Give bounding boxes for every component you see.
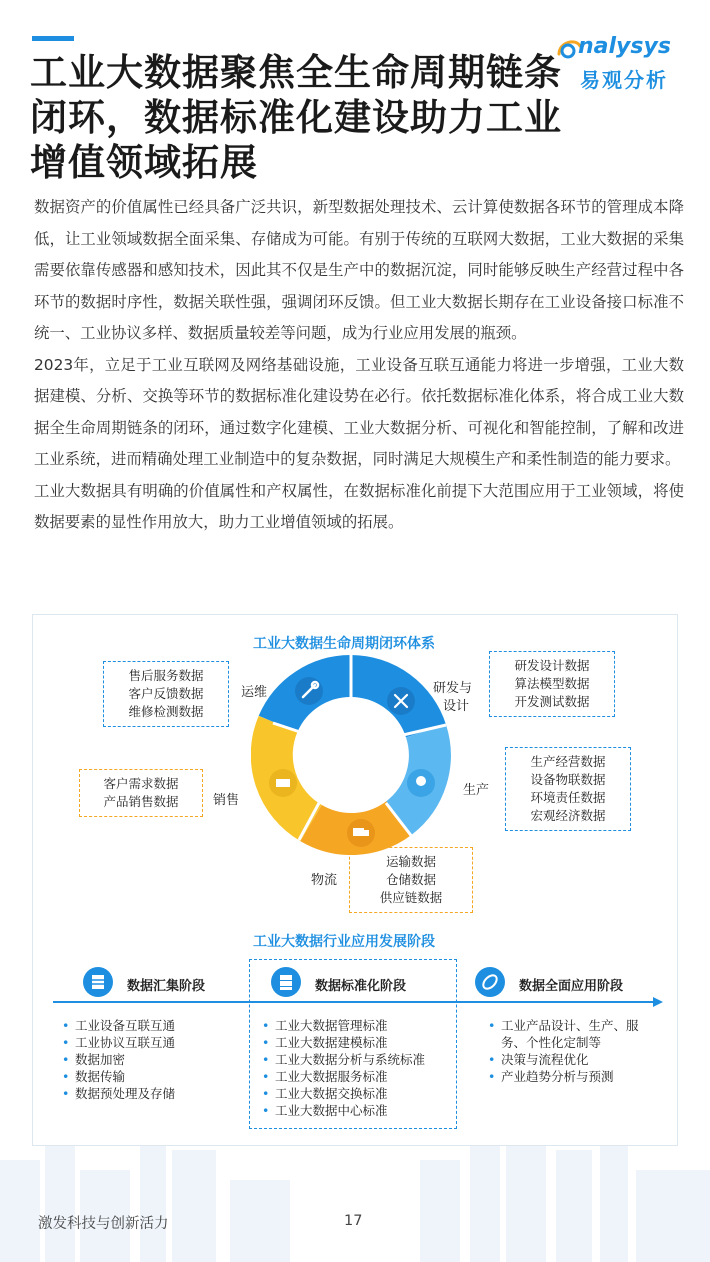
list-item: • 工业产品设计、生产、服务、个性化定制等 [485,1017,655,1051]
prod-item: 宏观经济数据 [530,808,606,823]
prod-item: 设备物联数据 [530,772,606,787]
paragraph-1: 数据资产的价值属性已经具备广泛共识，新型数据处理技术、云计算使数据各环节的管理成本降低，让工业领域数据全面采集、存储成为可能。有别于传统的互联网大数据，工业大数据的采集需要依靠传感器和感知技术，因此其不仅是生产中的数据沉淀，同时能够反映生产经营过程中各环节的数据时序性，数据关联性强，强调闭环反馈。但工业大数据长期存在工业设备接口标准不统一、工业协议多样、数据质量较差等问题，成为行业应用发展的瓶颈。 [34,198,684,342]
body-text [34,192,684,539]
logistics-item: 运输数据 [385,854,436,869]
page-title: 工业大数据聚焦全生命周期链条闭环，数据标准化建设助力工业增值领域拓展 [30,51,562,184]
phase-2-list [259,1017,425,1119]
phase-name-3: 数据全面应用阶段 [519,979,624,994]
design-tools-icon [387,687,415,715]
prod-item: 生产经营数据 [530,754,606,769]
rnd-item: 算法模型数据 [514,676,590,691]
prod-item: 环境责任数据 [530,790,606,805]
link-icon [475,967,505,997]
analysys-logo [558,34,688,94]
ops-item: 客户反馈数据 [128,686,204,701]
stage-label-sales: 销售 [213,793,240,808]
logistics-item: 仓储数据 [385,872,436,887]
list-item: • 工业大数据交换标准 [259,1085,425,1102]
paragraph-2: 2023年，立足于工业互联网及网络基础设施，工业设备互联互通能力将进一步增强，工业大数据建模、分析、交换等环节的数据标准化建设势在必行。依托数据标准化体系，将合成工业大数据全生命周期链条的闭环，通过数字化建模、工业大数据分析、可视化和智能控制，了解和改进工业系统，进而精确处理工业制造中的复杂数据，同时满足大规模生产和柔性制造的能力要求。 [34,355,684,468]
list-item: • 产业趋势分析与预测 [485,1068,655,1085]
stage-label-rnd-1: 研发与 [433,681,473,696]
prod-data-box [505,747,631,831]
rnd-data-box [489,651,615,717]
phase-1-list [59,1017,175,1102]
rnd-item: 研发设计数据 [514,658,590,673]
sales-item: 客户需求数据 [103,776,179,791]
server-icon [271,967,301,997]
truck-icon [347,819,375,847]
wrench-icon [295,677,323,705]
page-number: 17 [344,1213,363,1229]
list-item: • 工业大数据建模标准 [259,1034,425,1051]
list-item: • 工业大数据管理标准 [259,1017,425,1034]
list-item: • 数据预处理及存储 [59,1085,175,1102]
list-item: • 工业大数据中心标准 [259,1102,425,1119]
phase-title: 工业大数据行业应用发展阶段 [253,934,435,950]
list-item: • 工业大数据服务标准 [259,1068,425,1085]
location-icon [407,769,435,797]
ops-item: 维修检测数据 [128,704,204,719]
cycle-title: 工业大数据生命周期闭环体系 [253,636,435,652]
list-item: • 工业协议互联互通 [59,1034,175,1051]
logistics-data-box [349,847,473,913]
list-item: • 数据传输 [59,1068,175,1085]
title-accent-bar [32,36,74,41]
cart-icon [269,769,297,797]
sales-data-box [79,769,203,817]
database-icon [83,967,113,997]
list-item: • 决策与流程优化 [485,1051,655,1068]
paragraph-3: 工业大数据具有明确的价值属性和产权属性，在数据标准化前提下大范围应用于工业领域，将使数据要素的显性作用放大，助力工业增值领域的拓展。 [34,481,684,531]
list-item: • 工业设备互联互通 [59,1017,175,1034]
list-item: • 工业大数据分析与系统标准 [259,1051,425,1068]
rnd-item: 开发测试数据 [514,694,590,709]
phase-3-list [485,1017,655,1085]
sales-item: 产品销售数据 [103,794,179,809]
phase-name-2: 数据标准化阶段 [315,979,407,994]
stage-label-prod: 生产 [463,783,490,798]
logistics-item: 供应链数据 [379,890,443,905]
ops-data-box [103,661,229,727]
lifecycle-diagram [32,614,678,1146]
stage-label-logistics: 物流 [311,873,338,888]
logo-text-en: nalysys [578,34,671,59]
stage-label-ops: 运维 [241,685,268,700]
footer-slogan: 激发科技与创新活力 [38,1216,169,1232]
phase-name-1: 数据汇集阶段 [127,979,206,994]
lifecycle-donut [251,655,451,855]
stage-label-rnd-2: 设计 [443,699,470,714]
logo-text-cn: 易观分析 [580,68,668,92]
list-item: • 数据加密 [59,1051,175,1068]
ops-item: 售后服务数据 [128,668,204,683]
